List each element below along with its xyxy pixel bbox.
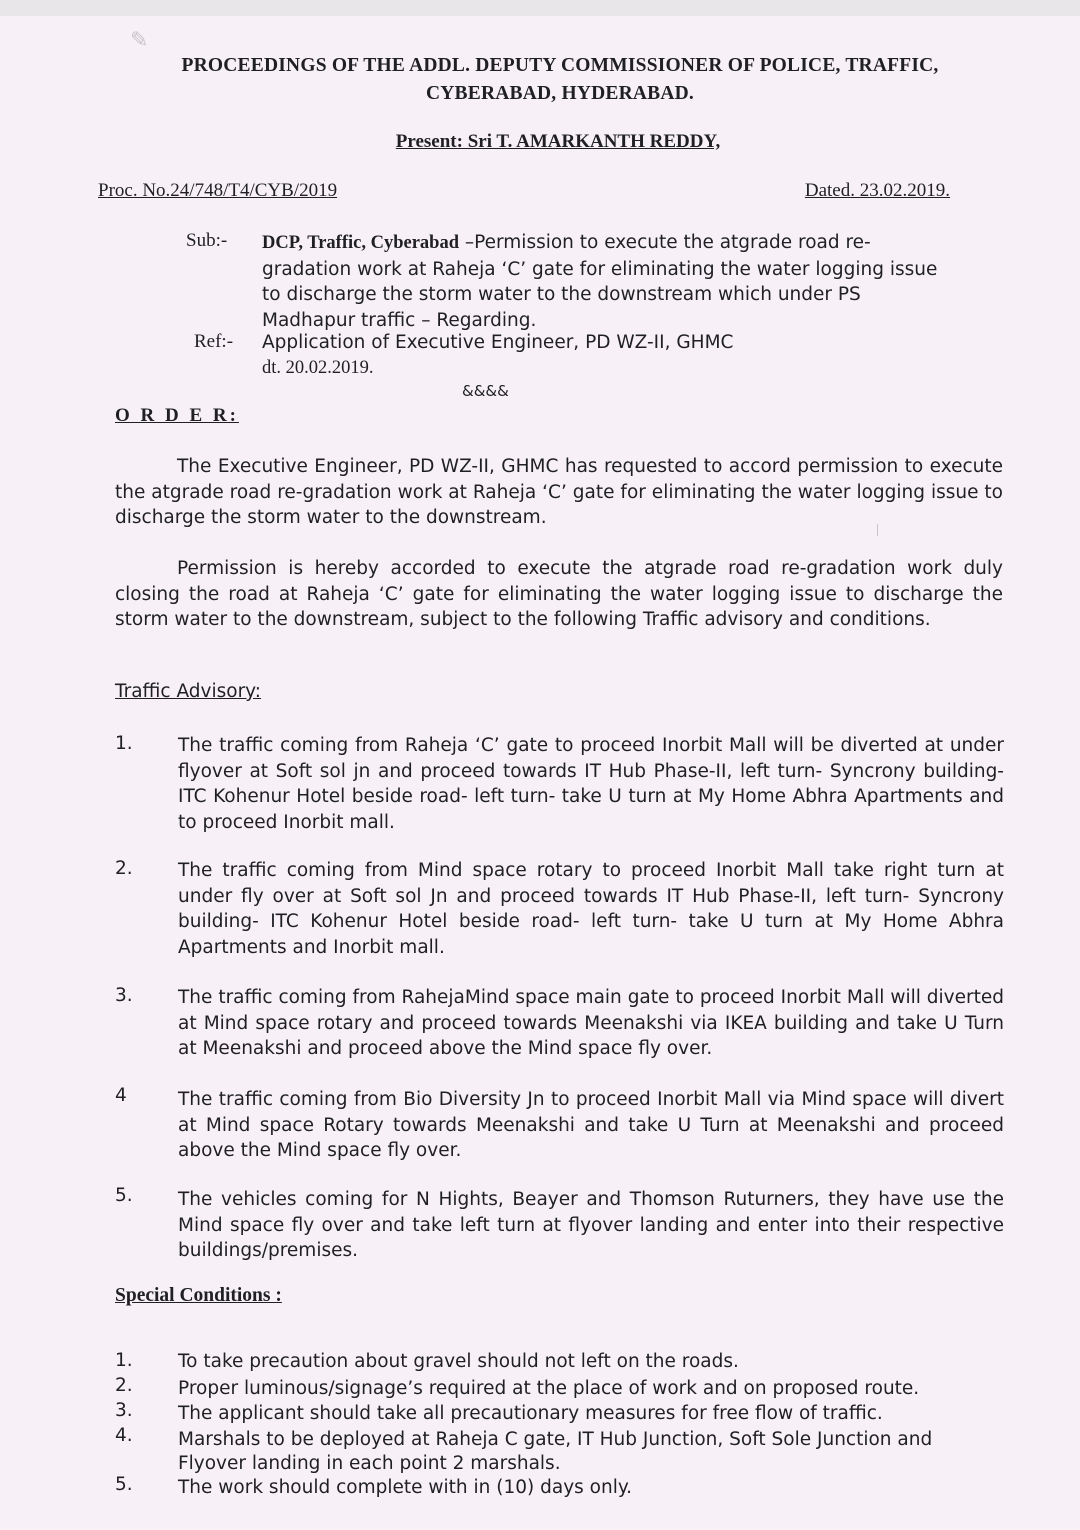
condition-item: Proper luminous/signage’s required at the place of work and on proposed route. — [178, 1378, 920, 1399]
condition-number: 2. — [115, 1375, 133, 1396]
traffic-advisory-title: Traffic Advisory: — [115, 681, 262, 702]
advisory-item: The traffic coming from RahejaMind space main gate to proceed Inorbit Mall will diverted at Mind space rotary and proceed towards Meenakshi via IKEA building and take U Turn at Meenakshi and proceed above the Mind space fly over. — [178, 987, 1004, 1059]
subject-text — [262, 230, 942, 333]
heading-line-2: CYBERABAD, HYDERABAD. — [425, 83, 694, 104]
subject-label: Sub:- — [186, 230, 228, 251]
advisory-item: The vehicles coming for N Hights, Beayer and Thomson Ruturners, they have use the Mind space fly over and take left turn at flyover landing and enter into their respective buildings/premises. — [178, 1189, 1004, 1261]
condition-number: 4. — [115, 1425, 133, 1446]
reference-line-2: dt. 20.02.2019. — [262, 357, 374, 378]
advisory-item: The traffic coming from Raheja ‘C’ gate to proceed Inorbit Mall will be diverted at under flyover at Soft sol jn and proceed towards IT Hub Phase-II, left turn- Syncrony building- ITC Kohenur Hotel beside road- left turn- take U turn at My Home Abhra Apartments and to proceed Inorbit mall. — [178, 735, 1004, 833]
date: Dated. 23.02.2019. — [804, 180, 950, 201]
condition-number: 3. — [115, 1400, 133, 1421]
advisory-number: 5. — [115, 1185, 133, 1206]
advisory-number: 2. — [115, 858, 133, 879]
subject-body: –Permission to execute the atgrade road re-gradation work at Raheja ‘C’ gate for eliminating the water logging issue to discharge the storm water to the downstream which under PS Madhapur traffic – Regarding. — [262, 232, 938, 331]
condition-item: The work should complete with in (10) days only. — [178, 1477, 633, 1498]
reference-line-1: Application of Executive Engineer, PD WZ-II, GHMC — [262, 332, 734, 353]
order-title: O R D E R: — [115, 405, 239, 426]
top-edge — [0, 0, 1080, 16]
advisory-number: 3. — [115, 985, 133, 1006]
condition-number: 5. — [115, 1474, 133, 1495]
special-conditions-title: Special Conditions : — [115, 1285, 282, 1306]
reference-text — [262, 331, 822, 380]
condition-item: To take precaution about gravel should not left on the roads. — [178, 1351, 739, 1372]
separator: &&&& — [462, 382, 509, 400]
condition-number: 1. — [115, 1350, 133, 1371]
order-paragraph-1: The Executive Engineer, PD WZ-II, GHMC has requested to accord permission to execute the atgrade road re-gradation work at Raheja ‘C’ gate for eliminating the water logging issue to discharge the storm water to the downstream. — [115, 456, 1003, 528]
present-officer: Present: Sri T. AMARKANTH REDDY, — [395, 131, 721, 152]
reference-label: Ref:- — [194, 331, 234, 352]
condition-item: The applicant should take all precautionary measures for free flow of traffic. — [178, 1403, 883, 1424]
subject-bold: DCP, Traffic, Cyberabad — [262, 233, 459, 253]
proc-number: Proc. No.24/748/T4/CYB/2019 — [98, 180, 338, 201]
condition-item: Marshals to be deployed at Raheja C gate, IT Hub Junction, Soft Sole Junction and Flyover landing in each point 2 marshals. — [178, 1429, 933, 1474]
heading-line-1: PROCEEDINGS OF THE ADDL. DEPUTY COMMISSIONER OF POLICE, TRAFFIC, — [181, 55, 939, 76]
advisory-number: 1. — [115, 733, 133, 754]
advisory-number: 4 — [115, 1085, 127, 1106]
pen-mark-icon: ✎ — [130, 28, 149, 53]
order-paragraph-2: Permission is hereby accorded to execute the atgrade road re-gradation work duly closing the road at Raheja ‘C’ gate for eliminating the water logging issue to discharge the storm water to the downstream, subject to the following Traffic advisory and conditions. — [115, 558, 1003, 630]
advisory-item: The traffic coming from Bio Diversity Jn to proceed Inorbit Mall via Mind space will divert at Mind space Rotary towards Meenakshi and take U Turn at Meenakshi and proceed above the Mind space fly over. — [178, 1089, 1004, 1161]
advisory-item: The traffic coming from Mind space rotary to proceed Inorbit Mall take right turn at under fly over at Soft sol Jn and proceed towards IT Hub Phase-II, left turn- Syncrony building- ITC Kohenur Hotel beside road- left turn- take U turn at My Home Abhra Apartments and Inorbit mall. — [178, 860, 1004, 958]
document-heading — [60, 52, 1060, 108]
margin-mark — [877, 524, 878, 536]
